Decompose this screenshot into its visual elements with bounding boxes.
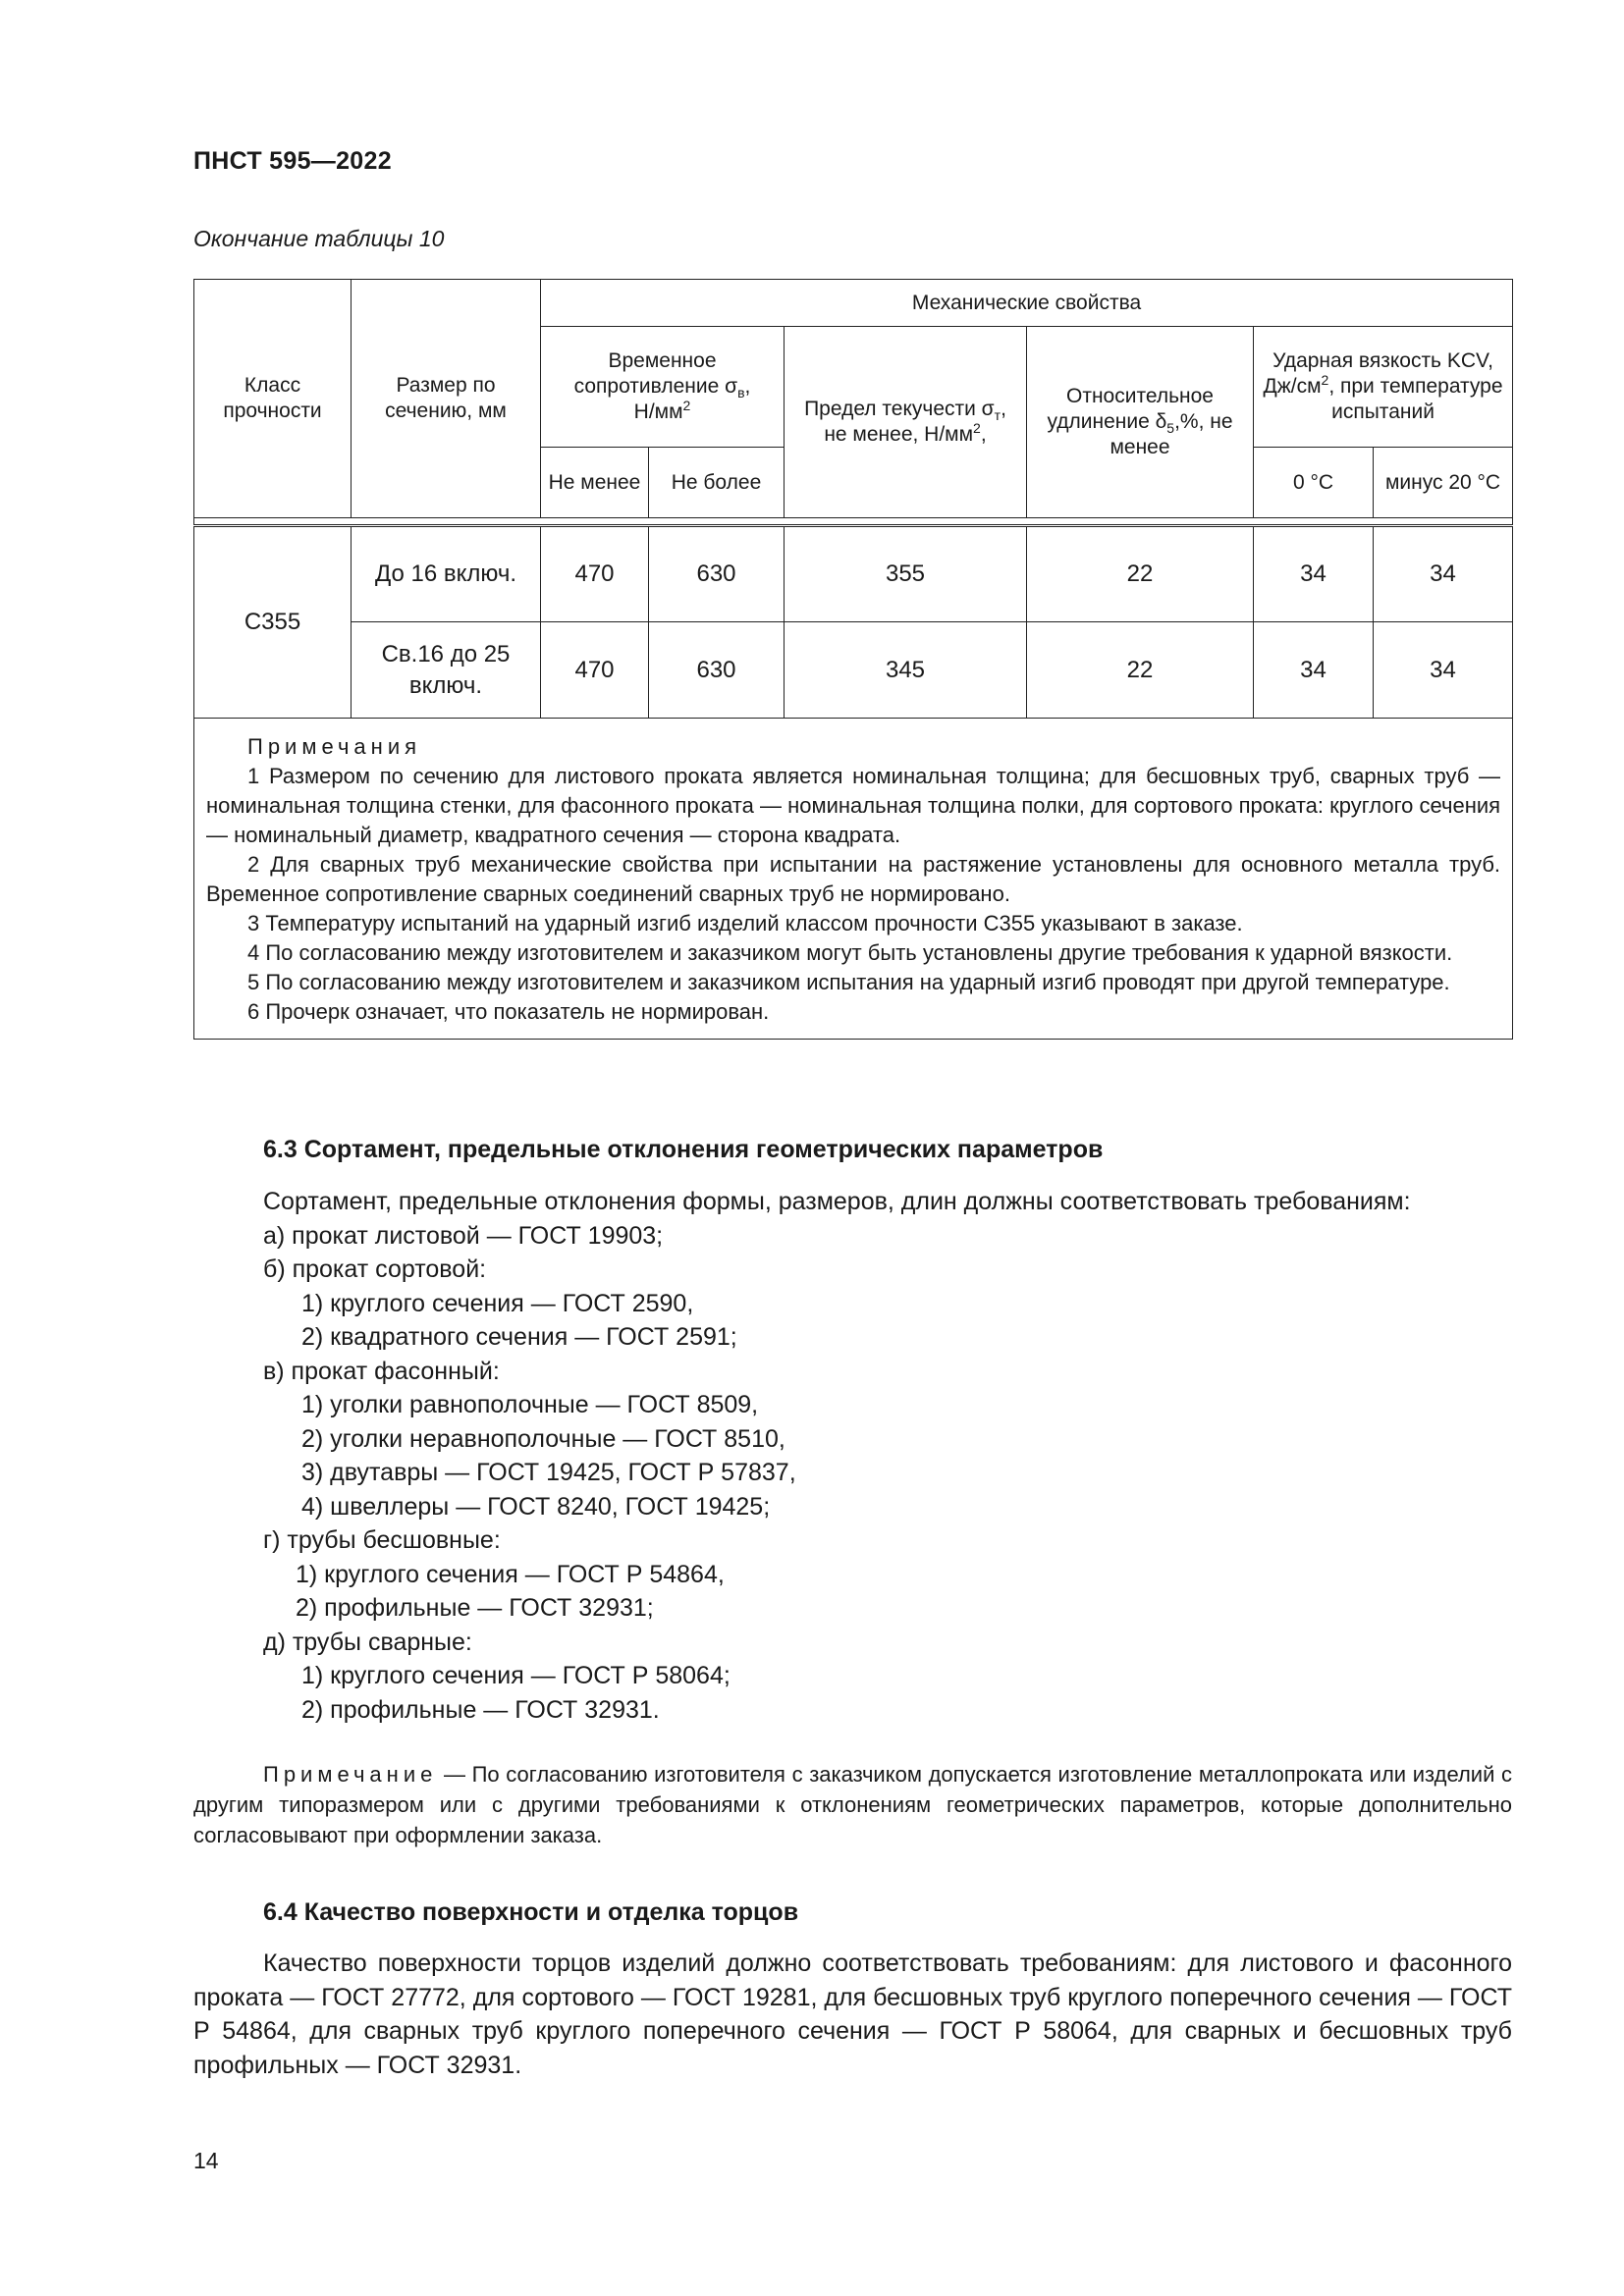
list-item: 2) профильные — ГОСТ 32931; xyxy=(296,1594,654,1622)
mechanical-properties-table xyxy=(193,279,1513,1040)
cell-impact-0: 34 xyxy=(1254,622,1374,719)
header-class: Класс прочности xyxy=(194,280,352,518)
note-item: 3 Температуру испытаний на ударный изгиб изделий классом прочности С355 указывают в заказе. xyxy=(247,911,1243,935)
cell-tensile-min: 470 xyxy=(541,622,649,719)
list-item: 2) квадратного сечения — ГОСТ 2591; xyxy=(301,1323,737,1351)
note-item: 4 По согласованию между изготовителем и заказчиком могут быть установлены другие требования к ударной вязкости. xyxy=(247,940,1453,965)
list-item: 2) уголки неравнополочные — ГОСТ 8510, xyxy=(301,1424,785,1453)
section-6-4-body xyxy=(193,1947,1512,2082)
cell-class: С355 xyxy=(194,526,352,719)
note-body: — По согласованию изготовителя с заказчиком допускается изготовление металлопроката или изделий с другим типоразмером или с другими требованиями к отклонениям геометрических параметров, которые дополнительно согласовывают при оформлении заказа. xyxy=(193,1762,1512,1847)
header-temp-0: 0 °С xyxy=(1254,448,1374,518)
cell-tensile-max: 630 xyxy=(649,622,785,719)
section-6-4-title: 6.4 Качество поверхности и отделка торцов xyxy=(263,1898,799,1926)
list-item: 1) круглого сечения — ГОСТ 2590, xyxy=(301,1289,694,1317)
list-item: 4) швеллеры — ГОСТ 8240, ГОСТ 19425; xyxy=(301,1492,771,1521)
section-6-3-intro: Сортамент, предельные отклонения формы, размеров, длин должны соответствовать требованиям: xyxy=(263,1188,1411,1215)
header-temp-minus20: минус 20 °С xyxy=(1374,448,1513,518)
header-separator xyxy=(194,518,1513,526)
note-item: 1 Размером по сечению для листового проката является номинальная толщина; для бесшовных труб, сварных труб — номинальная толщина стенки, для фасонного проката — номинальная толщина полки, для сортового проката: круглого сечения — номинальный диаметр, квадратного сечения — сторона квадрата. xyxy=(206,764,1501,847)
cell-size: Св.16 до 25 включ. xyxy=(352,622,541,719)
notes-title: Примечания xyxy=(247,734,422,759)
section-6-3-body xyxy=(193,1185,1512,1727)
list-item: д) трубы сварные: xyxy=(263,1628,472,1656)
table-notes xyxy=(194,719,1513,1040)
cell-elongation: 22 xyxy=(1027,622,1254,719)
document-code: ПНСТ 595—2022 xyxy=(193,147,392,175)
cell-yield: 355 xyxy=(785,526,1027,622)
page-number: 14 xyxy=(193,2148,219,2173)
list-item: 2) профильные — ГОСТ 32931. xyxy=(301,1695,660,1724)
cell-tensile-min: 470 xyxy=(541,526,649,622)
list-item: г) трубы бесшовные: xyxy=(263,1526,501,1554)
list-item: в) прокат фасонный: xyxy=(263,1357,500,1385)
cell-impact-minus20: 34 xyxy=(1374,526,1513,622)
note-item: 2 Для сварных труб механические свойства при испытании на растяжение установлены для основного металла труб. Временное сопротивление сварных соединений сварных труб не нормировано. xyxy=(206,852,1501,906)
cell-elongation: 22 xyxy=(1027,526,1254,622)
header-elongation: Относительное удлинение $\delta_5,\%$, не менее xyxy=(1027,327,1254,518)
list-item: 1) уголки равнополочные — ГОСТ 8509, xyxy=(301,1391,759,1418)
table-row xyxy=(194,526,1513,622)
cell-impact-minus20: 34 xyxy=(1374,622,1513,719)
table-caption: Окончание таблицы 10 xyxy=(193,226,445,251)
header-not-less: Не менее xyxy=(541,448,649,518)
section-6-3-title: 6.3 Сортамент, предельные отклонения геометрических параметров xyxy=(263,1136,1104,1163)
list-item: б) прокат сортовой: xyxy=(263,1255,487,1283)
section-6-4-text: Качество поверхности торцов изделий должно соответствовать требованиям: для листового и фасонного проката — ГОСТ 27772, для сортового — ГОСТ 19281, для бесшовных труб круглого поперечного сечения — ГОСТ Р 54864, для сварных труб круглого поперечного сечения — ГОСТ Р 58064, для сварных и бесшовных труб профильных — ГОСТ 32931. xyxy=(193,1949,1512,2079)
header-not-more: Не более xyxy=(649,448,785,518)
note-label: Примечание xyxy=(263,1762,438,1787)
section-6-3-note xyxy=(193,1759,1512,1850)
header-yield: Предел текучести $\sigma_т$, не менее, $Н/мм^2$, xyxy=(785,327,1027,518)
cell-yield: 345 xyxy=(785,622,1027,719)
list-item: 1) круглого сечения — ГОСТ Р 54864, xyxy=(296,1560,725,1588)
cell-size: До 16 включ. xyxy=(352,526,541,622)
list-item: 1) круглого сечения — ГОСТ Р 58064; xyxy=(301,1662,731,1689)
cell-tensile-max: 630 xyxy=(649,526,785,622)
note-item: 6 Прочерк означает, что показатель не нормирован. xyxy=(247,999,770,1024)
table-row xyxy=(194,622,1513,719)
header-impact: Ударная вязкость KCV, $Дж/см^2$, при температуре испытаний xyxy=(1254,327,1513,448)
list-item: 3) двутавры — ГОСТ 19425, ГОСТ Р 57837, xyxy=(301,1459,796,1486)
list-item: а) прокат листовой — ГОСТ 19903; xyxy=(263,1221,664,1250)
header-tensile: Временное сопротивление $\sigma_в$, $Н/мм^2$ xyxy=(541,327,785,448)
header-size: Размер по сечению, мм xyxy=(352,280,541,518)
note-item: 5 По согласованию между изготовителем и заказчиком испытания на ударный изгиб проводят при другой температуре. xyxy=(247,970,1450,994)
cell-impact-0: 34 xyxy=(1254,526,1374,622)
header-mech-props: Механические свойства xyxy=(541,280,1513,327)
